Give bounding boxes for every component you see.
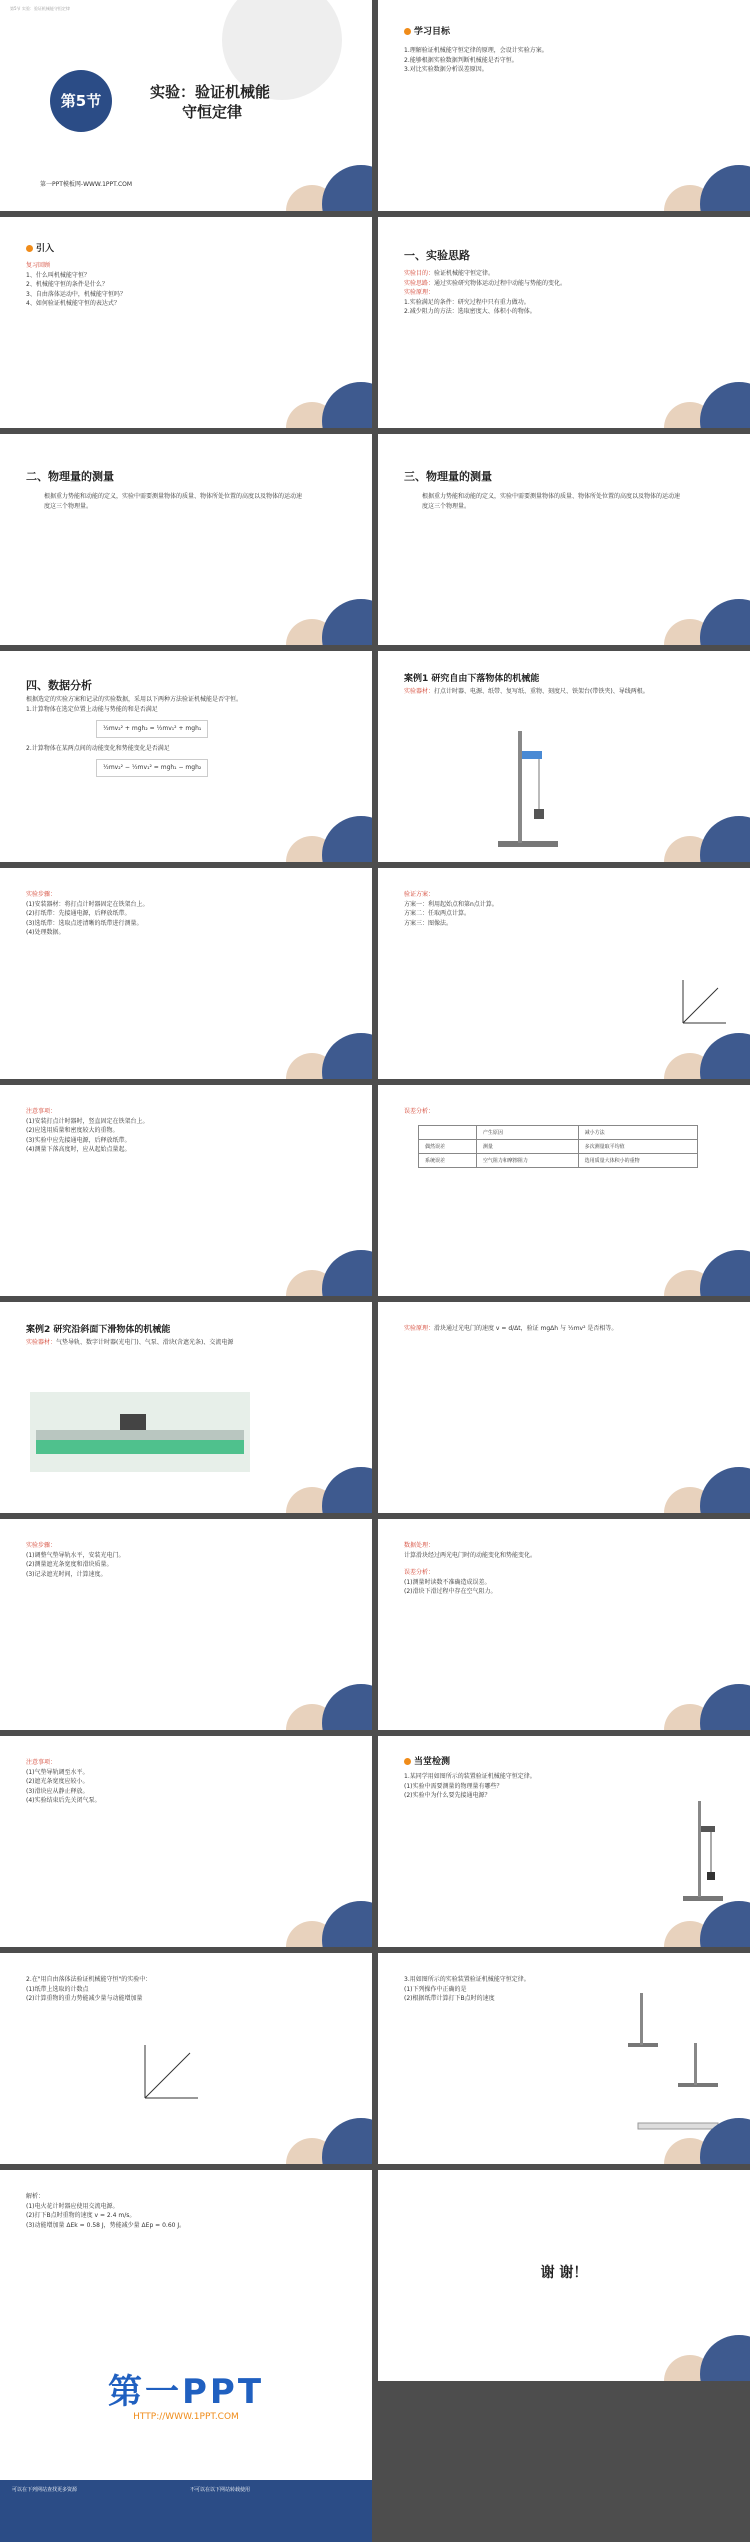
notes-text: 注意事项： (1)气垫导轨调至水平。 (2)遮光条宽度应较小。 (3)滑块应从静止释放。 (4)实验结束后先关闭气泵。 — [26, 1759, 101, 1805]
intro-text: 复习回顾 1、什么叫机械能守恒？ 2、机械能守恒的条件是什么？ 3、自由落体运动中，机械能守恒吗？ 4、如何验证机械能守恒的表达式？ — [26, 262, 126, 308]
slide-quiz-3 — [378, 1953, 750, 2164]
thanks-text: 谢 谢！ — [540, 2265, 588, 2281]
decor-circle — [322, 165, 372, 211]
slide-case2 — [0, 1302, 372, 1513]
slide-steps — [0, 868, 372, 1079]
decor-circle — [700, 1467, 750, 1513]
quiz-text: 3.用如图所示的实验装置验证机械能守恒定律。 (1)下列操作中正确的是 (2)根据纸带计算打下B点时的速度 — [404, 1976, 530, 2003]
decor-circle — [700, 1250, 750, 1296]
principle-text: 实验目的：验证机械能守恒定律。 实验思路：通过实验研究物体运动过程中动能与势能的变化。 实验原理： 1.实验满足的条件：研究过程中只有重力做功。 2.减少阻力的方法：选取密度大、体积小的物体。 — [404, 270, 567, 316]
slide-footer: 第一PPT模板网-WWW.1PPT.COM — [40, 181, 133, 188]
lesson-badge: 第5节 — [50, 70, 112, 132]
decor-circle — [322, 816, 372, 862]
decor-circle — [322, 1250, 372, 1296]
steps-text: 实验步骤： (1)安装器材：将打点计时器固定在铁架台上。 (2)打纸带：先接通电源，后释放纸带。 (3)选纸带：选取点迹清晰的纸带进行测量。 (4)处理数据。 — [26, 891, 149, 937]
decor-circle — [700, 382, 750, 428]
decor-circle — [700, 1901, 750, 1947]
slide-case2-principle — [378, 1302, 750, 1513]
section-heading: 当堂检测 — [404, 1754, 450, 1767]
slide-notes — [0, 1085, 372, 1296]
verify-text: 验证方案： 方案一：利用起始点和第n点计算。 方案二：任取两点计算。 方案三：图像法。 — [404, 891, 498, 927]
slide-verify — [378, 868, 750, 1079]
decor-circle — [322, 1467, 372, 1513]
slide-title — [0, 0, 372, 211]
air-track-photo — [30, 1392, 250, 1472]
slide-case2-notes — [0, 1736, 372, 1947]
title-line-2: 守恒定律 — [182, 103, 243, 122]
ppt-logo: 第一PPT — [107, 2372, 265, 2412]
section-heading: 二、物理量的测量 — [26, 470, 114, 483]
error-table: 产生原因 减小方法 偶然误差 测量 多次测量取平均值 系统误差 空气阻力和摩擦阻力 选用质量大体积小的重物 — [418, 1125, 698, 1168]
decor-circle — [700, 599, 750, 645]
equipment-text: 实验器材：打点计时器、电源、纸带、复写纸、重物、刻度尺、铁架台(带铁夹)、导线两根。 — [404, 688, 649, 695]
graph-diagram — [678, 978, 728, 1028]
slide-ad — [0, 2330, 372, 2542]
decor-circle — [322, 1033, 372, 1079]
decor-circle — [322, 1901, 372, 1947]
iron-stand-diagram — [488, 721, 568, 851]
quiz-text: 1.某同学用如图所示的装置验证机械能守恒定律。 (1)实验中需要测量的物理量有哪些？ (2)实验中为什么要先接通电源？ — [404, 1773, 536, 1800]
slide-principle — [378, 217, 750, 428]
goals-text: 1.理解验证机械能守恒定律的原理，会设计实验方案。 2.能够根据实验数据判断机械能是否守恒。 3.对比实验数据分析误差原因。 — [404, 47, 548, 74]
decor-circle — [322, 599, 372, 645]
footer-right: 不可以在以下网站转载使用 — [190, 2487, 251, 2493]
slide-case2-data — [378, 1519, 750, 1730]
decor-circle — [700, 816, 750, 862]
slide-goals — [378, 0, 750, 211]
section-heading: 四、数据分析 — [26, 679, 92, 692]
section-heading: 引入 — [26, 241, 54, 254]
notes-text: 注意事项： (1)安装打点计时器时，竖直固定在铁架台上。 (2)应选用质量和密度较大的重物。 (3)实验中应先接通电源，后释放纸带。 (4)测量下落高度时，应从起始点量起。 — [26, 1108, 149, 1154]
slide-title-text — [150, 82, 270, 123]
slide-case2-steps — [0, 1519, 372, 1730]
decor-circle — [322, 2118, 372, 2164]
slide-header: 第5节 实验：验证机械能守恒定律 — [10, 6, 70, 11]
ppt-url[interactable]: HTTP://WWW.1PPT.COM — [133, 2412, 239, 2422]
slide-measure — [0, 434, 372, 645]
decor-circle — [700, 165, 750, 211]
answer-text: 解析： (1)电火花计时器应使用交流电源。 (2)打下B点时重物的速度 v = 2.4 m/s。 (3)动能增加量 ΔEk = 0.58 J，势能减少量 ΔEp = 0.60 J。 — [26, 2193, 186, 2229]
slide-measure-2 — [378, 434, 750, 645]
footer-band — [0, 2480, 372, 2542]
formula-2: ½mv₂² − ½mv₁² = mgh₁ − mgh₂ — [96, 759, 208, 777]
decor-circle — [700, 1684, 750, 1730]
slide-intro — [0, 217, 372, 428]
steps-text: 实验步骤： (1)调整气垫导轨水平，安装光电门。 (2)测量遮光条宽度和滑块质量。 (3)记录遮光时间，计算速度。 — [26, 1542, 125, 1578]
title-line-1: 实验：验证机械能 — [150, 83, 271, 101]
decor-circle — [700, 2335, 750, 2381]
section-heading: 案例2 研究沿斜面下滑物体的机械能 — [26, 1325, 171, 1335]
analysis-text: 根据选定的实验方案和记录的实验数据，采用以下两种方法验证机械能是否守恒。 1.计算物体在选定位置上动能与势能的和是否满足 ½mv₂² + mgh₂ = ½mv₁² + mgh₁ 2.计算物体在某两点间的动能变化和势能变化是否满足 ½mv₂² − ½mv₁² = mgh₁ − mgh₂ — [26, 695, 346, 777]
section-heading: 三、物理量的测量 — [404, 470, 492, 483]
data-text: 数据处理： 计算滑块经过两光电门时的动能变化和势能变化。 误差分析： (1)测量时读数不准确造成误差。 (2)滑块下滑过程中存在空气阻力。 — [404, 1542, 537, 1596]
decor-circle — [322, 1684, 372, 1730]
bullet-icon — [26, 245, 33, 252]
slide-thanks — [378, 2170, 750, 2381]
slide-data-analysis — [0, 651, 372, 862]
apparatus-diagram — [678, 1796, 728, 1906]
footer-left: 可以在下列网站查找更多资源 — [12, 2487, 78, 2493]
slide-error — [378, 1085, 750, 1296]
measure-text: 根据重力势能和动能的定义，实验中需要测量物体的质量、物体所处位置的高度以及物体的运动速度这三个物理量。 — [44, 493, 303, 510]
bullet-icon — [404, 1758, 411, 1765]
slide-case1 — [378, 651, 750, 862]
principle-text: 实验原理：滑块通过光电门的速度 v = d/Δt，验证 mgΔh 与 ½mv² 是否相等。 — [404, 1325, 618, 1332]
slide-quiz-2 — [0, 1953, 372, 2164]
bullet-icon — [404, 28, 411, 35]
section-heading: 一、实验思路 — [404, 249, 470, 262]
section-heading: 案例1 研究自由下落物体的机械能 — [404, 674, 540, 684]
measure-text: 根据重力势能和动能的定义，实验中需要测量物体的质量、物体所处位置的高度以及物体的运动速度这三个物理量。 — [422, 493, 681, 510]
quiz-text: 2.在"用自由落体法验证机械能守恒"的实验中： (1)纸带上选取的计数点 (2)计算重物的重力势能减少量与动能增加量 — [26, 1976, 152, 2003]
decor-circle — [700, 1033, 750, 1079]
error-label: 误差分析： — [404, 1108, 435, 1115]
formula-1: ½mv₂² + mgh₂ = ½mv₁² + mgh₁ — [96, 720, 208, 738]
decor-circle — [322, 382, 372, 428]
equipment-text: 实验器材：气垫导轨、数字计时器(光电门)、气泵、滑块(含遮光条)、交流电源 — [26, 1339, 234, 1346]
slide-quiz — [378, 1736, 750, 1947]
section-heading: 学习目标 — [404, 24, 450, 37]
graph-diagram — [140, 2043, 200, 2103]
